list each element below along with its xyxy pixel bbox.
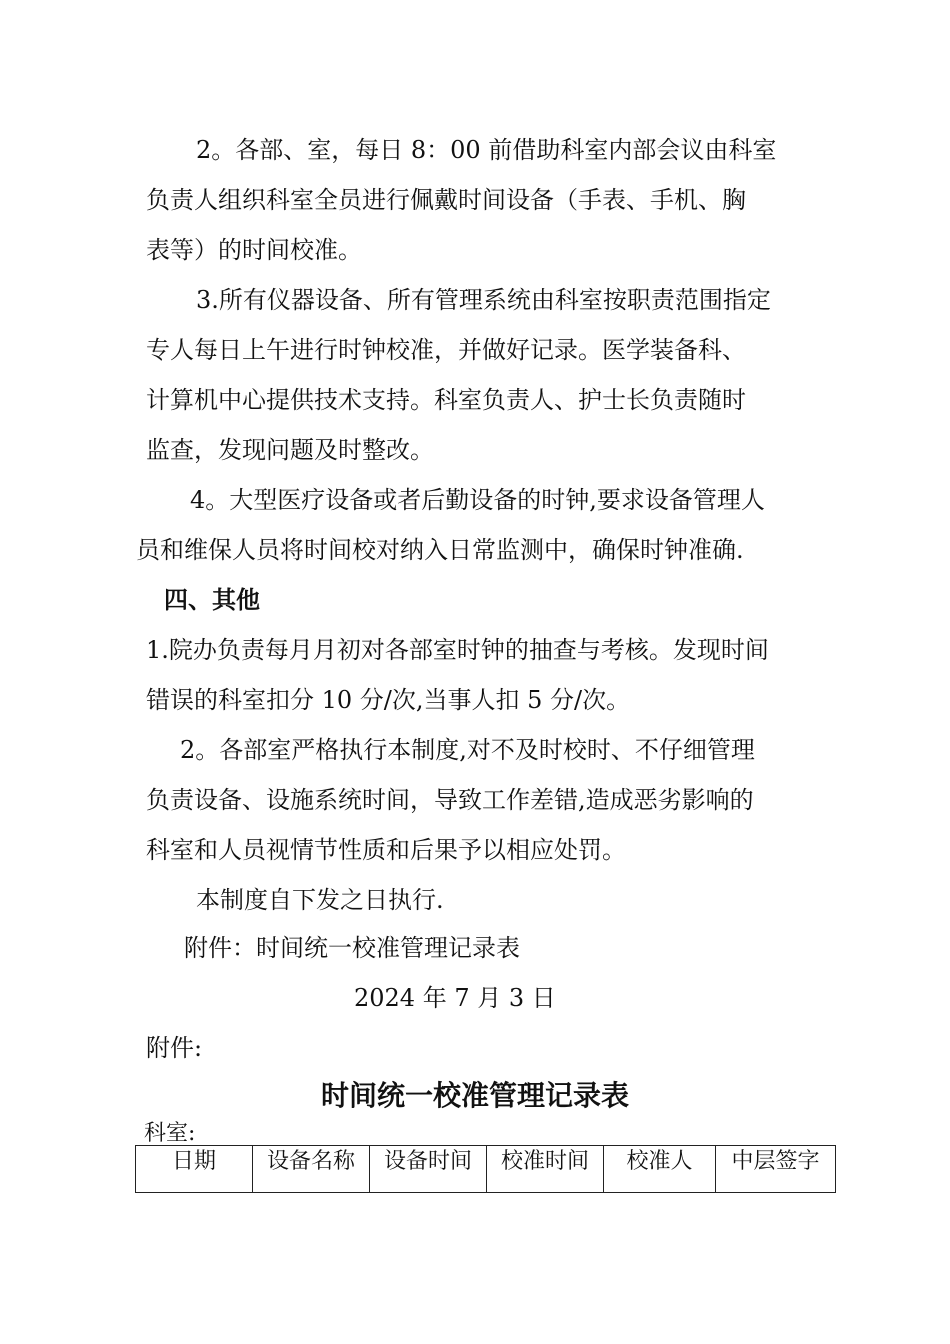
paragraph-line: 监查，发现问题及时整改。 xyxy=(146,436,434,464)
department-label: 科室: xyxy=(144,1121,196,1146)
paragraph-line: 员和维保人员将时间校对纳入日常监测中，确保时钟准确. xyxy=(136,536,744,564)
column-header: 设备时间 xyxy=(370,1146,487,1193)
record-table xyxy=(135,1145,836,1193)
paragraph-line: 科室和人员视情节性质和后果予以相应处罚。 xyxy=(146,836,626,864)
paragraph-line: 2。各部室严格执行本制度,对不及时校时、不仔细管理 xyxy=(180,736,755,764)
paragraph-line: 计算机中心提供技术支持。科室负责人、护士长负责随时 xyxy=(146,386,746,414)
paragraph-line: 负责人组织科室全员进行佩戴时间设备（手表、手机、胸 xyxy=(146,186,746,214)
column-header: 校准时间 xyxy=(487,1146,604,1193)
paragraph-line: 负责设备、设施系统时间，导致工作差错,造成恶劣影响的 xyxy=(146,786,754,814)
effective-statement: 本制度自下发之日执行. xyxy=(196,886,444,914)
paragraph-line: 2。各部、室，每日 8：00 前借助科室内部会议由科室 xyxy=(196,136,777,164)
attachment-note: 附件：时间统一校准管理记录表 xyxy=(184,934,520,962)
form-title: 时间统一校准管理记录表 xyxy=(320,1079,629,1112)
attachment-label: 附件: xyxy=(146,1034,203,1062)
paragraph-line: 专人每日上午进行时钟校准，并做好记录。医学装备科、 xyxy=(146,336,746,364)
column-header: 中层签字 xyxy=(716,1146,836,1193)
paragraph-line: 错误的科室扣分 10 分/次,当事人扣 5 分/次。 xyxy=(146,686,631,714)
column-header: 校准人 xyxy=(604,1146,716,1193)
paragraph-line: 表等）的时间校准。 xyxy=(146,236,362,264)
column-header: 设备名称 xyxy=(253,1146,370,1193)
paragraph-line: 1.院办负责每月月初对各部室时钟的抽查与考核。发现时间 xyxy=(146,636,769,664)
section-heading: 四、其他 xyxy=(164,585,260,614)
column-header: 日期 xyxy=(136,1146,253,1193)
table-header-row xyxy=(136,1146,836,1193)
paragraph-line: 4。大型医疗设备或者后勤设备的时钟,要求设备管理人 xyxy=(190,486,765,514)
document-date: 2024 年 7 月 3 日 xyxy=(354,984,556,1012)
paragraph-line: 3.所有仪器设备、所有管理系统由科室按职责范围指定 xyxy=(196,286,771,314)
